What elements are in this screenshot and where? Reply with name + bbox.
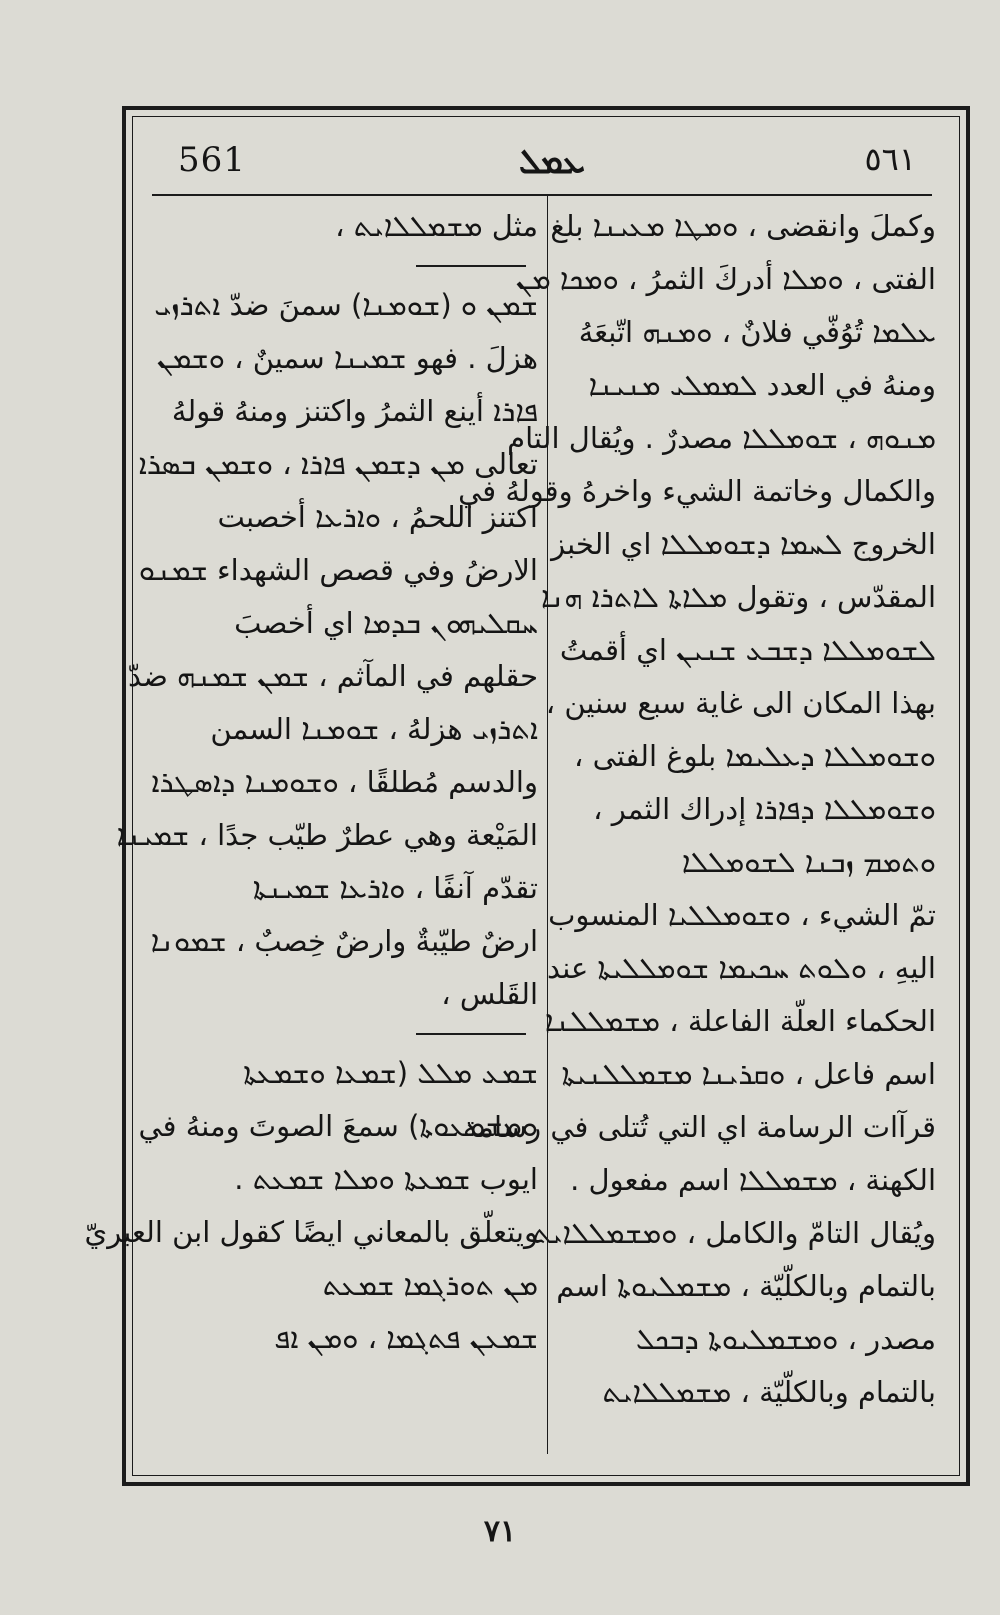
text-line: الفتى ، ܘܡܠܐ أدركَ الثمرُ ، ܘܡܟܐ ܡܢ [516, 262, 936, 296]
text-line: تعالى ܡܢ ܕܫܡܢ ܦܐܪܐ ، ܘܫܡܢ ܒܣܪܐ [138, 447, 538, 481]
text-line: ارضٌ طيّبةٌ وارضٌ خِصبٌ ، ܫܡܘܢܐ [150, 924, 538, 958]
text-line: الحكماء العلّة الفاعلة ، ܡܫܡܠܠܢܐ [544, 1004, 936, 1038]
text-line: المقدّس ، وتقول ܡܠܐܬܐ ܠܐܬܪܐ ܗܢܐ [541, 580, 936, 614]
text-line: تقدّم آنفًا ، ܘܐܪܥܐ ܫܡܝܢܬܐ [252, 871, 538, 905]
text-line: ويتعلّق بالمعاني ايضًا كقول ابن العبريّ [84, 1215, 538, 1249]
text-line: ܚܩܠܝܗܘܢ ܒܕܡܐ اي أخصبَ [234, 606, 538, 640]
left-column [84, 200, 538, 1448]
text-line: ܠܫܘܡܠܠܐ ܕܫܒܥ ܫܢܝܢ اي أقمتُ [559, 633, 936, 667]
entry-headword-line: ܫܡܥ ܡܠܠ (ܫܡܥܐ ܘܫܡܥܬܐ [243, 1056, 538, 1090]
text-line: ܘܫܘܡܠܠܐ ܕܦܐܪܐ إدراك الثمر ، [593, 792, 936, 826]
text-line: الخروج ܠܚܡܐ ܕܫܘܡܠܠܐ اي الخبز [551, 527, 936, 561]
entry-headword-line: ܫܡܢ ܘ (ܫܘܡܢܐ) سمنَ ضدّ ܐܬܪܙܝ [154, 288, 538, 322]
text-line: ܘܬܡܡ ܙܒܢܐ ܠܫܘܡܠܠܐ [681, 845, 936, 879]
text-line: اليهِ ، ܘܠܘܬ ܚܟܝܡܐ ܫܘܡܠܠܝܬܐ عند [547, 951, 936, 985]
text-line: ܡܢ ܬܘܪܓܡܐ ܫܡܥܬ [322, 1268, 538, 1302]
text-line: بهذا المكان الى غاية سبع سنين ، [545, 686, 936, 720]
text-line: ايوب ܫܡܥܬܐ ܘܡܠܐ ܫܡܥܬ . [234, 1162, 538, 1196]
text-line: الكهنة ، ܡܫܡܠܠܐ اسم مفعول . [570, 1163, 936, 1197]
text-line: مثل ܡܫܡܠܠܐܝܬ ، [335, 209, 538, 243]
text-line: ܘܡܫܡܥܘܬܐ) سمعَ الصوتَ ومنهُ في [138, 1109, 538, 1143]
text-line: اسم فاعل ، ܘܩܪܝܢܐ ܡܫܡܠܠܢܝܬܐ [561, 1057, 936, 1091]
text-line: والدسم مُطلقًا ، ܘܫܘܡܢܐ ܕܐܣܛܪܐ [151, 765, 538, 799]
text-line: المَيْعة وهي عطرٌ طيّب جدًا ، ܫܡܝܢܐ [116, 818, 538, 852]
text-line: ܥܠܡܐ تُوُفّي فلانٌ ، ܘܡܢܗ اتّبعَهُ [578, 315, 936, 349]
text-line: ܫܡܥܢ ܦܬܓܡܐ ، ܘܡܢ ܐܦ [274, 1321, 538, 1355]
page-number-arabic: ٥٦١ [864, 140, 916, 178]
text-line: ܐܬܪܙܝ هزلهُ ، ܫܘܡܢܐ السمن [210, 712, 538, 746]
text-line: ܦܐܪܐ أينع الثمرُ واكتنز ومنهُ قولهُ [171, 394, 538, 428]
text-line: هزلَ . فهو ܫܡܝܢܐ سمينٌ ، ܘܫܡܢ [157, 341, 538, 375]
text-line: مصدر ، ܘܡܫܡܠܝܘܬܐ ܕܒܟܠ [635, 1322, 936, 1356]
text-line: وكملَ وانقضى ، ܘܡܛܐ ܡܥܝܢܐ بلغ [550, 209, 936, 243]
column-divider [547, 196, 548, 1454]
text-line: بالتمام وبالكلّيّة ، ܡܫܡܠܠܐܝܬ [602, 1375, 936, 1409]
page-header [152, 138, 932, 190]
text-line: تمّ الشيء ، ܘܫܘܡܠܠܝܐ المنسوب [548, 898, 936, 932]
text-line: بالتمام وبالكلّيّة ، ܡܫܡܠܝܘܬܐ اسم [556, 1269, 936, 1303]
text-line: ويُقال التامّ والكامل ، ܘܡܫܡܠܠܐܝܬ [532, 1216, 936, 1250]
entry-separator [150, 253, 538, 279]
text-line: حقلهم في المآثم ، ܫܡܢ ܫܡܢܗ ضدّ [127, 659, 538, 693]
sheet-number: ٧١ [483, 1514, 517, 1549]
entry-separator [150, 1021, 538, 1047]
text-line: ܘܫܘܡܠܠܐ ܕܥܠܝܡܐ بلوغ الفتى ، [574, 739, 936, 773]
text-line: القَلس ، [441, 977, 538, 1011]
text-line: والكمال وخاتمة الشيء واخرهُ وقولهُ في [458, 474, 936, 508]
text-line: اكتنز اللحمُ ، ܘܐܪܥܐ أخصبت [217, 500, 538, 534]
page-number-latin: 561 [178, 140, 246, 180]
header-rule [152, 194, 932, 196]
text-line: الارضُ وفي قصص الشهداء ܫܡܢܘ [138, 553, 538, 587]
text-line: ܡܢܘܗ ، ܫܘܡܠܠܐ مصدرٌ . ويُقال التام [507, 421, 936, 455]
text-line: ومنهُ في العدد ܠܡܡܠܝ ܡܢܝܢܐ [588, 368, 936, 402]
running-head: ܥܡܠ [518, 142, 586, 182]
text-line: قرآات الرسامة اي التي تُتلى في رسامة [462, 1110, 936, 1144]
